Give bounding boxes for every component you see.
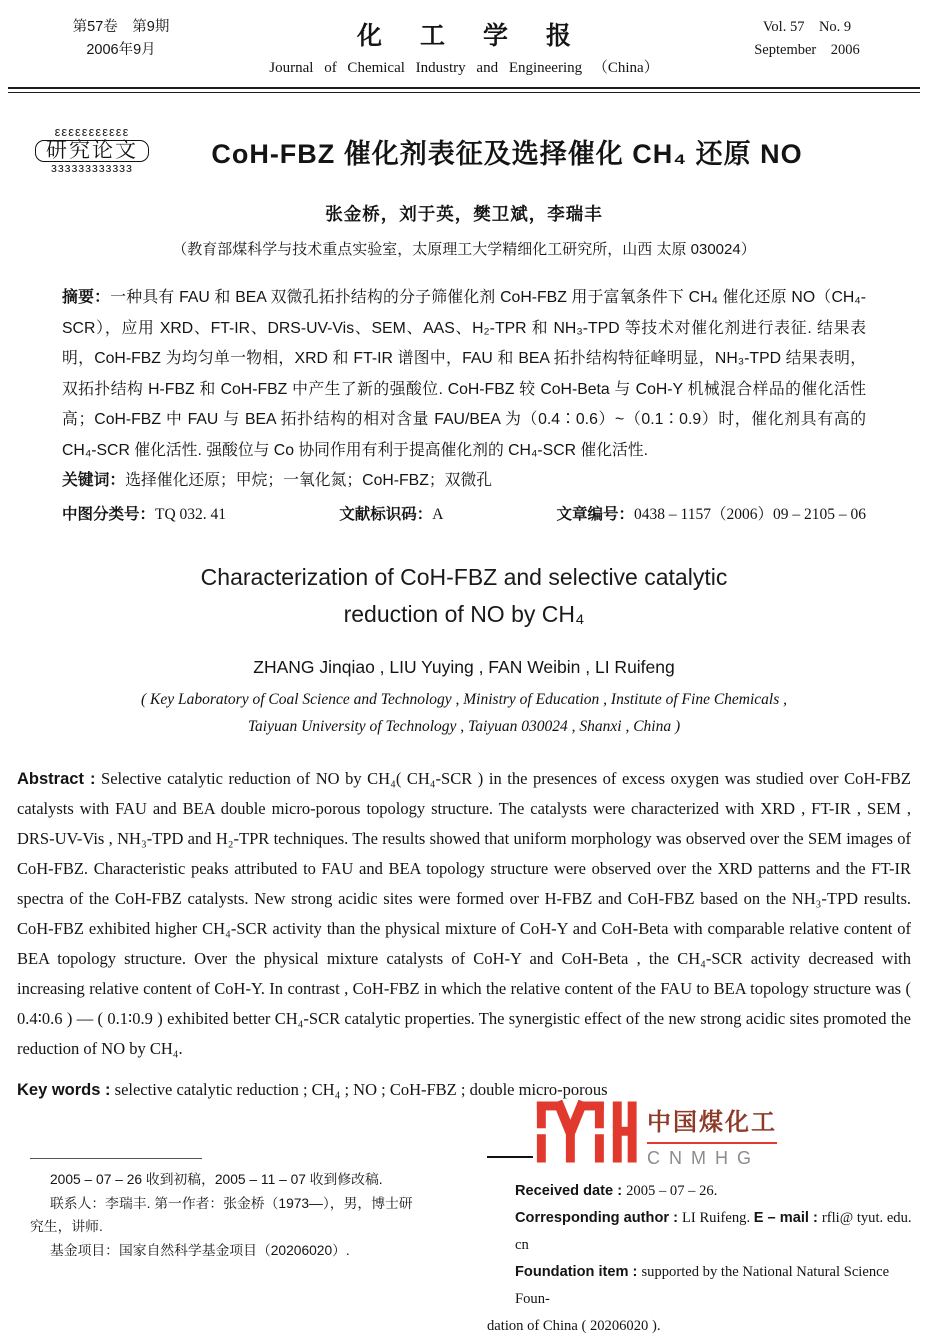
affiliation-cn: （教育部煤科学与技术重点实验室，太原理工大学精细化工研究所，山西 太原 030024） [172,241,756,258]
authors-en: ZHANG Jinqiao , LIU Yuying , FAN Weibin , LI Ruifeng [253,656,675,677]
journal-volume-issue-cn: 第57卷 第9期 [72,19,170,35]
footnote-foundation-en-cont: dation of China ( 20206020 ). [487,1318,661,1334]
affiliation-en-line2: Taiyuan University of Technology , Taiyuan 030024 , Shanxi , China ) [247,717,681,735]
abstract-en [17,764,911,1064]
article-id [557,501,866,529]
affiliation-en-line1: ( Key Laboratory of Coal Science and Technology , Ministry of Education , Institute of Fine Chemicals , [140,690,788,708]
footnote-foundation-cn: 基金项目：国家自然科学基金项目（20206020）. [50,1242,350,1258]
abstract-cn-label: 摘要： [62,289,111,306]
abstract-en-label: Abstract : [17,769,96,788]
article-type-label: 研究论文 [35,140,149,162]
received-value: 2005 – 07 – 26. [626,1183,718,1199]
footnote-received-en [487,1178,917,1205]
abstract-cn-text: 一种具有 FAU 和 BEA 双微孔拓扑结构的分子筛催化剂 CoH-FBZ 用于富氧条件下 CH₄ 催化还原 NO（CH₄-SCR），应用 XRD、FT-IR、DRS-UV-Vis、SEM、AAS、H₂-TPR 和 NH₃-TPD 等技术对催化剂进行表征. 结果表明，CoH-FBZ 为均匀单一物相，XRD 和 FT-IR 谱图中，FAU 和 BEA 拓扑结构特征峰明显，NH₃-TPD 结果表明，双拓扑结构 H-FBZ 和 CoH-FBZ 中产生了新的强酸位. CoH-FBZ 较 CoH-Beta 与 CoH-Y 机械混合样品的催化活性高；CoH-FBZ 中 FAU 与 BEA 拓扑结构的相对含量 FAU/BEA 为（0.4∶0.6）~（0.1∶0.9）时，催化剂具有高的 CH₄-SCR 催化活性. 强酸位与 Co 协同作用有利于提高催化剂的 CH₄-SCR 催化活性. [62,289,866,459]
journal-date-en: September 2006 [754,42,860,58]
footnote-contact-cn-cont: 究生，讲师. [30,1219,103,1234]
article-title-en-line2: reduction of NO by CH₄ [343,600,585,627]
article-title-en-line1: Characterization of CoH-FBZ and selective catalytic [200,563,728,590]
footnote-received-cn: 2005 – 07 – 26 收到初稿，2005 – 11 – 07 收到修改稿. [50,1172,383,1187]
foundation-value: supported by the National Natural Science Foun- [515,1264,890,1307]
logo-name-en: CNMHG [647,1148,760,1168]
article-id-value: 0438 – 1157（2006）09 – 2105 – 06 [634,505,866,523]
classification-row [62,501,866,529]
doc-code-label: 文献标识码： [339,505,433,523]
journal-issue-en [722,16,892,62]
badge-decor-bottom: зззззззззззз [51,160,133,175]
footnote-corresponding [487,1205,917,1259]
journal-title-en: Journal of Chemical Industry and Engineering （China） [269,60,659,76]
logo-left-line [487,1156,533,1158]
journal-header [0,0,928,83]
title-row [28,124,898,175]
corresponding-label: Corresponding author : [515,1210,683,1226]
cnmhg-logo [487,1100,917,1169]
doc-code [339,501,443,529]
keywords-en-text: selective catalytic reduction ; CH₄ ; NO ; CoH-FBZ ; double micro-porous [114,1079,608,1099]
abstract-cn [62,283,866,466]
email-label: E – mail : [753,1210,822,1226]
journal-date-cn: 2006年9月 [86,42,156,58]
keywords-en [17,1080,911,1100]
affiliation-en [0,686,928,740]
header-divider [8,87,920,93]
cnmhg-monogram-icon [535,1100,637,1164]
journal-title-cn: 化工学报 [356,22,609,50]
keywords-en-label: Key words : [17,1080,111,1099]
page-footer [0,1100,928,1334]
authors-cn: 张金桥，刘于英，樊卫斌，李瑞丰 [325,204,603,224]
journal-masthead [206,16,722,77]
footnote-left [30,1158,468,1262]
article-id-label: 文章编号： [556,505,635,523]
footnote-separator [30,1158,202,1159]
journal-issue-cn [36,16,206,62]
corresponding-value: LI Ruifeng. [682,1210,754,1226]
abstract-en-text: Selective catalytic reduction of NO by CH₄( CH₄-SCR ) in the presences of excess oxygen was studied over CoH-FBZ catalysts with FAU and BEA double micro-porous topology structure. The catalysts were characterized with XRD , FT-IR , SEM , DRS-UV-Vis , NH₃-TPD and H₂-TPR techniques. The results showed that uniform morphology was observed over the SEM images of CoH-FBZ. Characteristic peaks attributed to FAU and BEA topology structure were observed over the XRD patterns and the FT-IR spectra of the CoH-FBZ catalysts. New strong acidic sites were formed over H-FBZ and CoH-FBZ based on the NH₃-TPD results. CoH-FBZ exhibited higher CH₄-SCR activity than the physical mixture of CoH-Y and CoH-Beta with comparable relative content of BEA topology structure. Over the physical mixture catalysts of CoH-Y and CoH-Beta , the CH₄-SCR activity decreased with increasing relative content of CoH-Y. In contrast , CoH-FBZ in which the relative content of the FAU to BEA topology structure was ( 0.4∶0.6 ) — ( 0.1∶0.9 ) exhibited better CH₄-SCR catalytic properties. The synergistic effect of the new strong acidic sites promoted the reduction of NO by CH₄. [17,768,912,1058]
logo-text [647,1100,777,1169]
footnote-foundation-en [487,1259,917,1313]
email-value: rfli@ tyut. edu. cn [515,1210,912,1253]
received-label: Received date : [515,1183,627,1199]
foundation-label: Foundation item : [515,1264,642,1280]
keywords-cn-text: 选择催化还原；甲烷；一氧化氮；CoH-FBZ；双微孔 [125,472,493,489]
article-title-en [0,559,928,633]
article-type-badge [28,124,156,175]
clc-value: TQ 032. 41 [155,505,227,523]
article-title-cn: CoH-FBZ 催化剂表征及选择催化 CH₄ 还原 NO [211,138,803,169]
logo-name-cn: 中国煤化工 [647,1102,777,1144]
footnote-right-lines [487,1178,917,1340]
keywords-cn [62,466,866,497]
doc-code-value: A [432,505,444,523]
badge-decor-top: εεεεεεεεεεε [54,124,130,139]
footnote-contact-cn: 联系人：李瑞丰. 第一作者：张金桥（1973—），男，博士研 [50,1195,413,1211]
clc-label: 中图分类号： [62,505,156,523]
footnote-right [487,1100,917,1340]
clc-number [62,501,226,529]
keywords-cn-label: 关键词： [62,472,126,489]
journal-volume-issue-en: Vol. 57 No. 9 [762,19,852,35]
